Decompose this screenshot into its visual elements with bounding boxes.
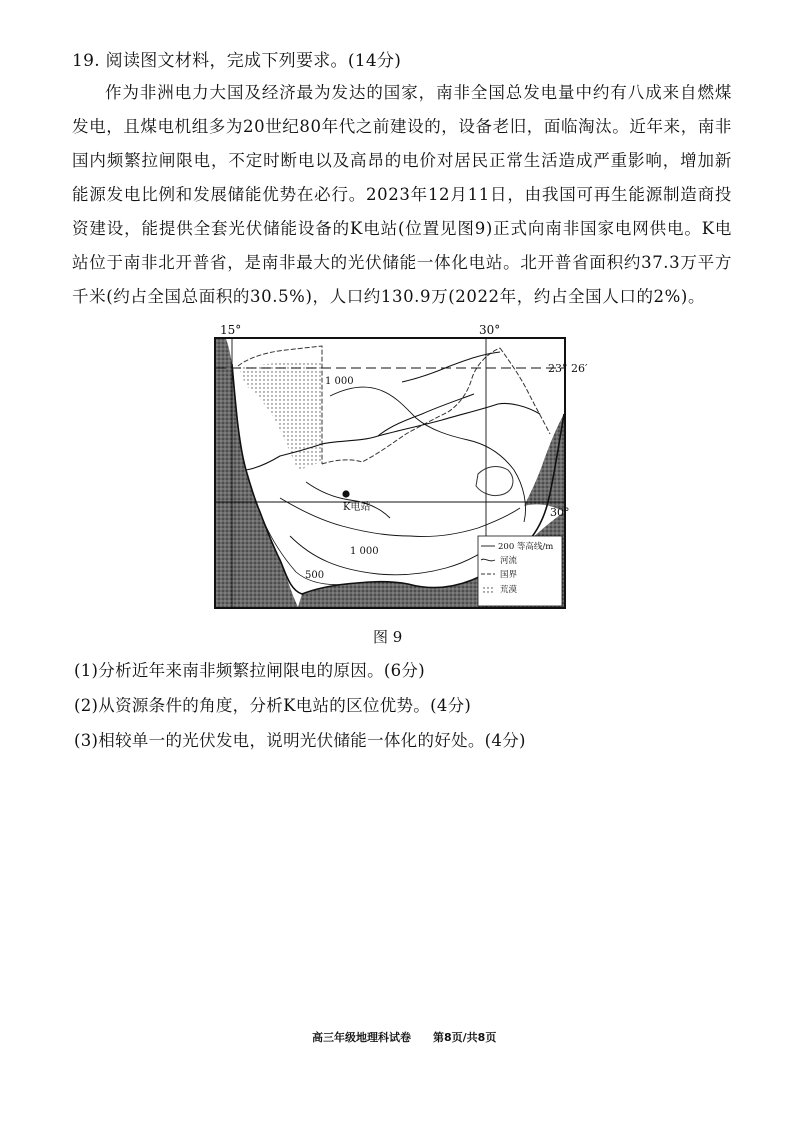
contour-label-500: 500 (305, 570, 325, 581)
legend-desert-label: 荒漠 (500, 585, 518, 595)
material-paragraph: 作为非洲电力大国及经济最为发达的国家，南非全国总发电量中约有八成来自燃煤发电，且煤电机组多为20世纪80年代之前建设的，设备老旧，面临淘汰。近年来，南非国内频繁拉闸限电，不定时断电以及高昂的电价对居民正常生活造成严重影响，增加新能源发电比例和发展储能优势在必行。2023年12月11日，由我国可再生能源制造商投资建设，能提供全套光伏储能设备的K电站(位置见图9)正式向南非国家电网供电。K电站位于南非北开普省，是南非最大的光伏储能一体化电站。北开普省面积约37.3万平方千米(约占全国总面积的30.5%)，人口约130.9万(2022年，约占全国人口的2%)。 (72, 83, 732, 306)
lat-label-tropic: 23° 26′ (548, 362, 588, 375)
map-legend (478, 536, 562, 606)
footer-exam-title: 高三年级地理科试卷 (312, 1031, 411, 1044)
footer-page-number: 第8页/共8页 (433, 1031, 497, 1044)
south-africa-map (210, 322, 600, 612)
sub-question-1: (1)分析近年来南非频繁拉闸限电的原因。(6分) (74, 661, 425, 680)
legend-contour-label: 200 等高线/m (498, 542, 554, 552)
k-station-marker (342, 490, 349, 497)
sub-question-2: (2)从资源条件的角度，分析K电站的区位优势。(4分) (74, 696, 472, 715)
lon-label-15: 15° (220, 323, 242, 337)
k-station-label: K电站 (343, 502, 371, 513)
sub-question-3: (3)相较单一的光伏发电，说明光伏储能一体化的好处。(4分) (74, 731, 526, 750)
legend-river-label: 河流 (500, 556, 518, 566)
lat-label-30: 30° (550, 506, 570, 519)
question-title: 19. 阅读图文材料，完成下列要求。(14分) (72, 51, 402, 71)
page-footer (312, 1029, 496, 1045)
contour-label-1000-south: 1 000 (350, 546, 379, 557)
legend-border-label: 国界 (500, 570, 518, 580)
figure-caption: 图 9 (373, 628, 403, 646)
contour-label-1000-north: 1 000 (325, 376, 354, 387)
lon-label-30: 30° (479, 323, 501, 337)
legend-desert-symbol (481, 585, 495, 593)
